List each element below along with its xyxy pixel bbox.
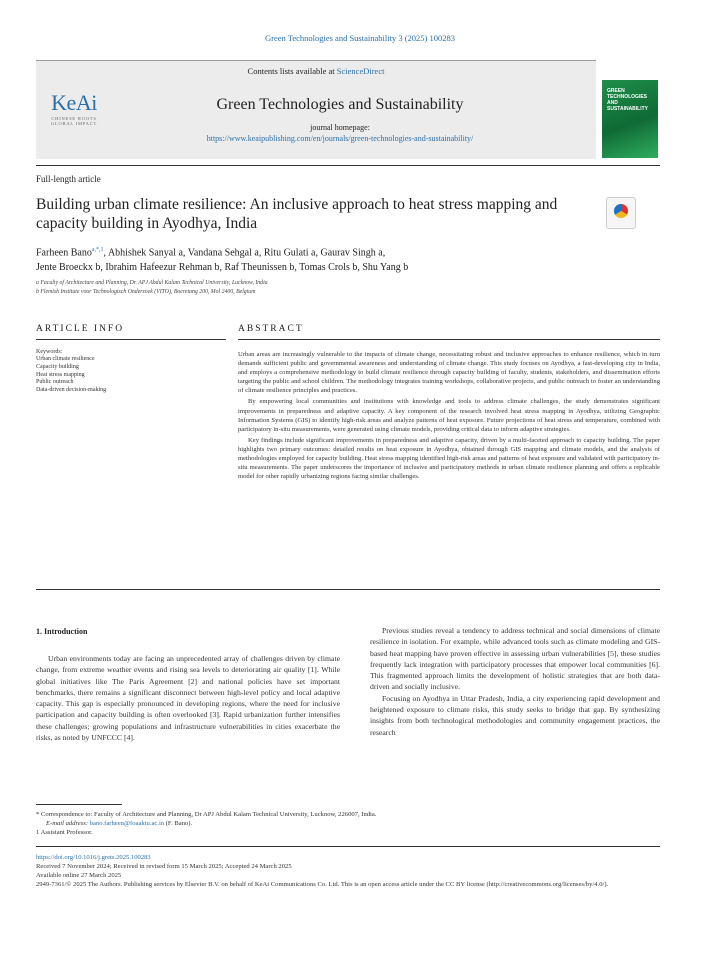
info-divider <box>36 339 226 340</box>
author-note: 1 Assistant Professor. <box>36 829 93 836</box>
article-meta <box>36 853 660 889</box>
abstract-end-divider <box>36 589 660 590</box>
body-paragraph: Focusing on Ayodhya in Uttar Pradesh, India, a city experiencing rapid development and heightened exposure to climate risks, this study seeks to bridge that gap. By synthesizing insights from both technological methodologies and community engagement practices, the research <box>370 693 660 737</box>
journal-citation-line: Green Technologies and Sustainability 3 (2025) 100283 <box>265 33 455 43</box>
footnote-divider <box>36 804 122 805</box>
keyword: Data-driven decision-making <box>36 387 107 394</box>
abstract-body <box>238 350 660 483</box>
keywords-label: Keywords: <box>36 349 63 355</box>
body-paragraph: Previous studies reveal a tendency to address technical and social dimensions of climate resilience in isolation. For example, while advanced tools such as climate modeling and GIS-based heat mapping have proven effective in assessing urban vulnerabilities [5], these studies frequently lack integration with participatory processes that empower local communities [6]. This fragmented approach limits the development of holistic strategies that are both data-driven and socially inclusive. <box>370 626 660 692</box>
keai-logo: KeAi CHINESE ROOTS GLOBAL IMPACT <box>50 90 98 126</box>
article-title: Building urban climate resilience: An inclusive approach to heat stress mapping and capacity building in Ayodhya, India <box>36 196 558 232</box>
abstract-divider <box>238 339 660 340</box>
left-column-body <box>36 653 340 743</box>
keyword: Public outreach <box>36 379 74 386</box>
homepage-label: journal homepage: <box>310 123 370 132</box>
right-column-body <box>370 625 660 738</box>
available-online: Available online 27 March 2025 <box>36 872 122 879</box>
correspondence-note: * Correspondence to: Faculty of Architecture and Planning, Dr APJ Abdul Kalam Technical University, Lucknow, 226007, India. <box>36 811 377 818</box>
body-paragraph: Urban environments today are facing an unprecedented array of challenges driven by climate change, from extreme weather events and rising sea levels to deteriorating air quality [1]. While global initiatives like The Paris Agreement [2] and national policies have set important benchmarks, there remains a significant disconnect between high-level policy and local adaptive capacity. This gap is especially pronounced in developing regions, where the need for inclusive participation and capacity building is often overlooked [3]. Rapid urbanization further intensifies these challenges; growing populations and infrastructure vulnerabilities in cities exacerbate the risks, as noted by UNFCCC [4]. <box>36 654 340 743</box>
check-updates-icon <box>614 204 628 218</box>
check-for-updates-button[interactable] <box>606 197 636 229</box>
availability-line: Contents lists available at ScienceDirect <box>247 66 385 76</box>
abstract-paragraph: By empowering local communities and institutions with knowledge and tools to address climate challenges, the study demonstrates significant improvements in preparedness and adaptive capacity. A key component of the research involved heat stress mapping in Ayodhya, utilizing Geographic Information Systems (GIS) to identify high-risk areas and analyze patterns of heat exposure. Future projections of heat stress and temperature, combined with participatory in-situ measurements, were generated using climate models, providing critical data to inform adaptive strategies. <box>238 398 660 433</box>
author-list: Farheen Bano$^{a,*,1}$, Abhishek Sanyal a, Vandana Sehgal a, Ritu Gulati a, Gaurav Singh a, Jente Broeckx b, Ibrahim Hafeezur Rehman b, Raf Theunissen b, Tomas Crols b, Shu Yang b <box>36 247 409 274</box>
article-type: Full-length article <box>36 174 101 184</box>
affiliations: a Faculty of Architecture and Planning, Dr. APJ Abdul Kalam Technical University, Lucknow, India b Flemish Institute voor Technologisch Onderzoek (VITO), Boeretang 200, Mol 2400, Belgium <box>36 280 268 295</box>
email-line: E-mail address: bano.farheen@foaaktu.ac.in (F. Bano). <box>46 820 193 827</box>
license-text: 2949-7361/© 2025 The Authors. Publishing services by Elsevier B.V. on behalf of KeAi Communications Co. Ltd. This is an open access article under the CC BY license (http://creativecommons.org/licenses/by/4.0/). <box>36 881 609 888</box>
keyword: Heat stress mapping <box>36 371 85 378</box>
email-link[interactable]: bano.farheen@foaaktu.ac.in <box>89 820 165 827</box>
abstract-paragraph: Key findings include significant improvements in preparedness and adaptive capacity, driven by a multi-faceted approach to capacity building. The paper highlights two primary outcomes: detailed results on heat exposure in Ayodhya, obtained through GIS mapping and climate models, and the analysis of methodologies employed for capacity building. Heat stress mapping identified high-risk areas and patterns of heat exposure and validated with participatory in-situ measurements. The paper underscores the importance of inclusive and participatory methods in urban climate resilience planning and offers a replicable model for other rapidly urbanizing regions facing similar challenges. <box>238 436 660 481</box>
received-dates: Received 7 November 2024; Received in revised form 15 March 2025; Accepted 24 March 2025 <box>36 863 292 870</box>
article-info-heading: ARTICLE INFO <box>36 324 125 334</box>
journal-cover-image: GREEN TECHNOLOGIES AND SUSTAINABILITY <box>602 80 658 158</box>
keyword-list <box>36 356 226 395</box>
header-divider <box>36 165 660 166</box>
keyword: Capacity building <box>36 363 79 370</box>
journal-title: Green Technologies and Sustainability <box>216 96 464 113</box>
footnotes <box>36 810 660 837</box>
sciencedirect-link[interactable]: ScienceDirect <box>336 66 385 76</box>
doi-divider <box>36 846 660 847</box>
abstract-heading: ABSTRACT <box>238 324 304 334</box>
section-heading-introduction: 1. Introduction <box>36 627 88 636</box>
abstract-paragraph: Urban areas are increasingly vulnerable to the impacts of climate change, necessitating robust and inclusive approaches to enhance resilience, which in turn demands sufficient public and governmental awareness and understanding of climate change. This study focuses on Ayodhya, a fast-developing city in India, and employs a comprehensive methodology to build climate resilience through capacity building of faculty, students, stakeholders, and dissemination efforts targeting the public and school children. The methodology integrates training workshops, collaborative projects, and public outreach to foster an understanding of climate resilience principles and practices. <box>238 351 660 395</box>
doi-link[interactable]: https://doi.org/10.1016/j.grets.2025.100283 <box>36 854 151 861</box>
keyword: Urban climate resilience <box>36 356 95 362</box>
homepage-url-link[interactable]: https://www.keaipublishing.com/en/journals/green-technologies-and-sustainability/ <box>206 134 474 143</box>
